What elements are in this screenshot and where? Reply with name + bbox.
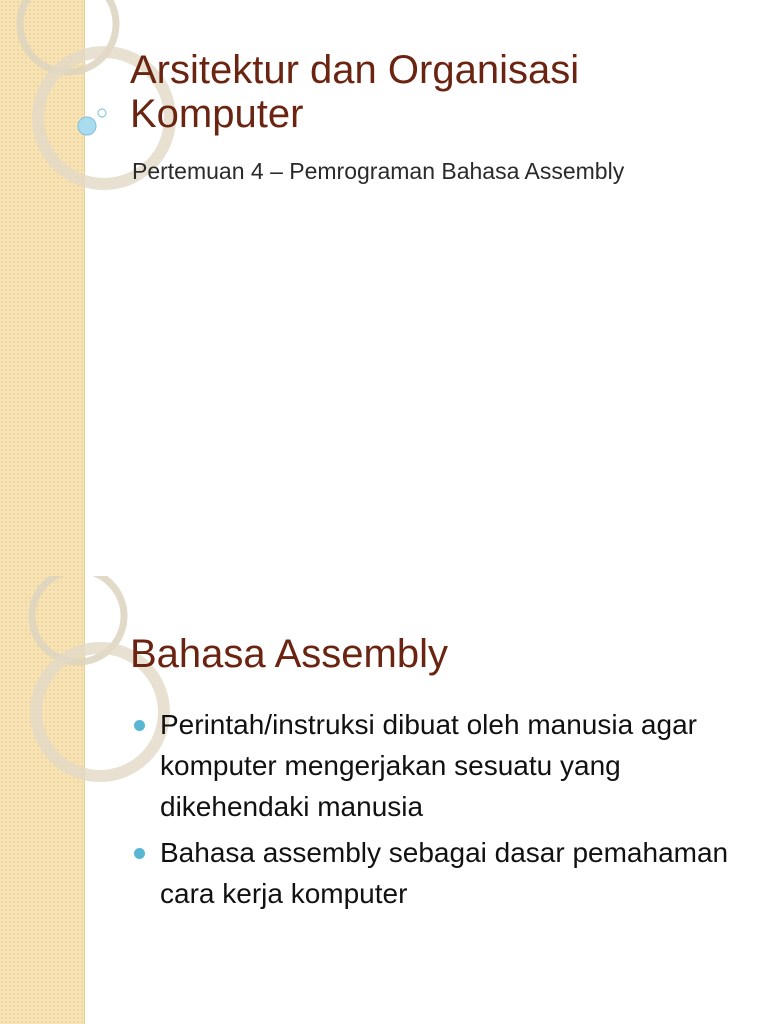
slide-2 — [0, 576, 768, 1024]
slide-subtitle: Pertemuan 4 – Pemrograman Bahasa Assembly — [132, 158, 625, 184]
bullet-icon — [134, 720, 145, 731]
slide-title: Bahasa Assembly — [130, 632, 448, 676]
bullet-icon — [134, 848, 145, 859]
bullet-list — [134, 704, 746, 919]
slide-title: Arsitektur dan Organisasi Komputer — [130, 48, 580, 136]
bullet-text: Bahasa assembly sebagai dasar pemahaman cara kerja komputer — [160, 837, 729, 909]
bullet-text: Perintah/instruksi dibuat oleh manusia agar komputer mengerjakan sesuatu yang dikehendaki manusia — [160, 709, 697, 822]
bullet-item — [134, 704, 746, 827]
bullet-item — [134, 832, 746, 914]
